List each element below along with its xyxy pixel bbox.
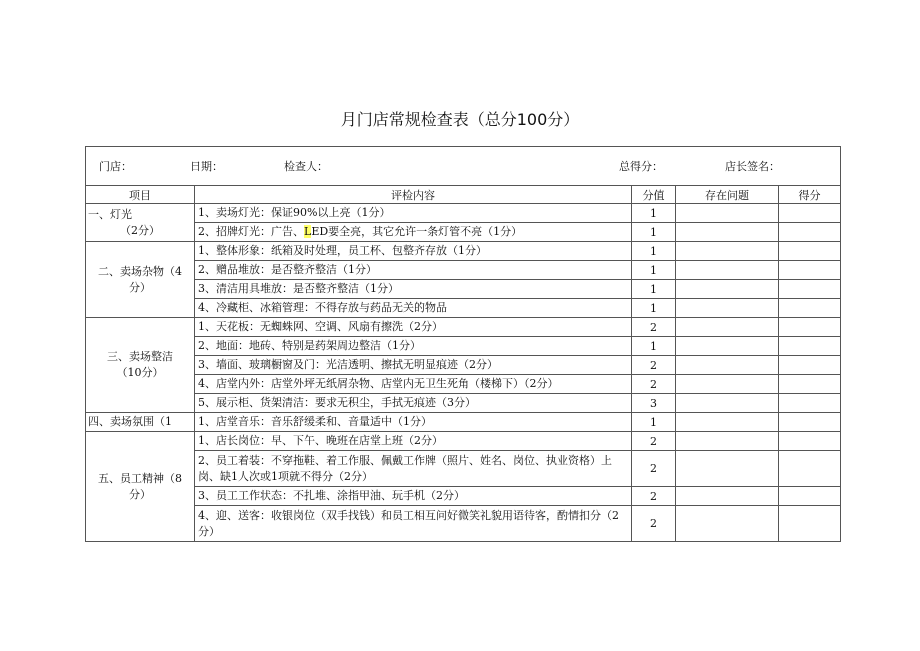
col-content: 评检内容 <box>195 186 632 204</box>
table-row <box>86 204 841 223</box>
row-content: 1、天花板：无蜘蛛网、空调、风扇有擦洗（2分） <box>195 318 632 337</box>
row-content: 4、店堂内外：店堂外坪无纸屑杂物、店堂内无卫生死角（楼梯下）（2分） <box>195 375 632 394</box>
store-label: 门店： <box>99 160 132 173</box>
category-name: 二、卖场杂物（4 <box>98 264 182 278</box>
category-lighting <box>86 204 195 242</box>
row-points: 2 <box>632 451 676 487</box>
row-content: 1、卖场灯光：保证90%以上亮（1分） <box>195 204 632 223</box>
col-score: 得分 <box>779 186 841 204</box>
row-points: 1 <box>632 242 676 261</box>
row-points: 1 <box>632 204 676 223</box>
table-row <box>86 261 841 280</box>
table-row <box>86 280 841 299</box>
table-row <box>86 432 841 451</box>
issue-cell[interactable] <box>676 299 779 318</box>
category-cleanliness <box>86 318 195 413</box>
date-label: 日期： <box>190 160 223 173</box>
manager-sign-label: 店长签名： <box>725 160 780 173</box>
table-row <box>86 394 841 413</box>
issue-cell[interactable] <box>676 413 779 432</box>
row-points: 1 <box>632 337 676 356</box>
category-name: 五、员工精神（8 <box>98 471 182 485</box>
score-cell[interactable] <box>779 413 841 432</box>
category-sundries <box>86 242 195 318</box>
issue-cell[interactable] <box>676 204 779 223</box>
row-content: 2、招牌灯光：广告、LED要全亮，其它允许一条灯管不亮（1分） <box>195 223 632 242</box>
category-points: 分） <box>129 487 151 501</box>
row-content: 5、展示柜、货架清洁：要求无积尘，手拭无痕迹（3分） <box>195 394 632 413</box>
table-row <box>86 318 841 337</box>
row-content: 3、员工工作状态：不扎堆、涂指甲油、玩手机（2分） <box>195 487 632 506</box>
table-row <box>86 451 841 487</box>
score-cell[interactable] <box>779 506 841 542</box>
row-points: 2 <box>632 356 676 375</box>
row-content: 2、员工着装：不穿拖鞋、着工作服、佩戴工作牌（照片、姓名、岗位、执业资格）上岗、缺1人次或1项就不得分（2分） <box>195 451 632 487</box>
row-content: 1、整体形象：纸箱及时处理，员工杯、包整齐存放（1分） <box>195 242 632 261</box>
score-cell[interactable] <box>779 394 841 413</box>
issue-cell[interactable] <box>676 318 779 337</box>
table-row <box>86 506 841 542</box>
row-points: 2 <box>632 506 676 542</box>
row-points: 2 <box>632 375 676 394</box>
score-cell[interactable] <box>779 451 841 487</box>
issue-cell[interactable] <box>676 506 779 542</box>
inspection-table <box>85 146 841 542</box>
category-points: （2分） <box>120 223 160 237</box>
category-name: 一、灯光 <box>88 207 132 221</box>
table-row <box>86 413 841 432</box>
issue-cell[interactable] <box>676 223 779 242</box>
table-row <box>86 223 841 242</box>
issue-cell[interactable] <box>676 432 779 451</box>
row-content: 3、墙面、玻璃橱窗及门：光洁透明、擦拭无明显痕迹（2分） <box>195 356 632 375</box>
row-content: 1、店长岗位：早、下午、晚班在店堂上班（2分） <box>195 432 632 451</box>
score-cell[interactable] <box>779 375 841 394</box>
issue-cell[interactable] <box>676 280 779 299</box>
issue-cell[interactable] <box>676 487 779 506</box>
table-row <box>86 487 841 506</box>
col-issues: 存在问题 <box>676 186 779 204</box>
score-cell[interactable] <box>779 356 841 375</box>
score-cell[interactable] <box>779 318 841 337</box>
row-content: 4、冷藏柜、冰箱管理：不得存放与药品无关的物品 <box>195 299 632 318</box>
table-row <box>86 356 841 375</box>
category-name: 三、卖场整洁 <box>107 350 173 363</box>
score-cell[interactable] <box>779 299 841 318</box>
row-points: 2 <box>632 487 676 506</box>
issue-cell[interactable] <box>676 394 779 413</box>
row-points: 2 <box>632 318 676 337</box>
issue-cell[interactable] <box>676 375 779 394</box>
category-points: （10分） <box>116 366 164 379</box>
issue-cell[interactable] <box>676 337 779 356</box>
col-item: 项目 <box>86 186 195 204</box>
row-points: 1 <box>632 223 676 242</box>
total-score-label: 总得分： <box>619 160 663 173</box>
category-name: 四、卖场氛围（1 <box>88 415 172 428</box>
issue-cell[interactable] <box>676 356 779 375</box>
row-content: 2、赠品堆放：是否整齐整洁（1分） <box>195 261 632 280</box>
score-cell[interactable] <box>779 223 841 242</box>
score-cell[interactable] <box>779 337 841 356</box>
header-row <box>86 147 841 186</box>
row-content: 4、迎、送客：收银岗位（双手找钱）和员工相互问好微笑礼貌用语待客，酌情扣分（2分） <box>195 506 632 542</box>
row-points: 1 <box>632 299 676 318</box>
score-cell[interactable] <box>779 204 841 223</box>
score-cell[interactable] <box>779 432 841 451</box>
category-staff <box>86 432 195 542</box>
row-content: 2、地面：地砖、特别是药架周边整洁（1分） <box>195 337 632 356</box>
score-cell[interactable] <box>779 261 841 280</box>
header-info-cell <box>86 147 841 186</box>
row-points: 3 <box>632 394 676 413</box>
row-points: 2 <box>632 432 676 451</box>
score-cell[interactable] <box>779 242 841 261</box>
row-points: 1 <box>632 261 676 280</box>
issue-cell[interactable] <box>676 261 779 280</box>
table-row <box>86 375 841 394</box>
category-points: 分） <box>129 280 151 294</box>
col-points: 分值 <box>632 186 676 204</box>
table-row <box>86 337 841 356</box>
row-content: 3、清洁用具堆放：是否整齐整洁（1分） <box>195 280 632 299</box>
table-row <box>86 242 841 261</box>
issue-cell[interactable] <box>676 451 779 487</box>
column-header-row <box>86 186 841 204</box>
category-atmosphere <box>86 413 195 432</box>
row-points: 1 <box>632 413 676 432</box>
highlighted-text: L <box>304 225 312 238</box>
table-row <box>86 299 841 318</box>
score-cell[interactable] <box>779 280 841 299</box>
row-points: 1 <box>632 280 676 299</box>
issue-cell[interactable] <box>676 242 779 261</box>
inspector-label: 检查人： <box>284 160 328 173</box>
score-cell[interactable] <box>779 487 841 506</box>
page-title: 月门店常规检查表（总分100分） <box>340 110 580 129</box>
row-content: 1、店堂音乐：音乐舒缓柔和、音量适中（1分） <box>195 413 632 432</box>
